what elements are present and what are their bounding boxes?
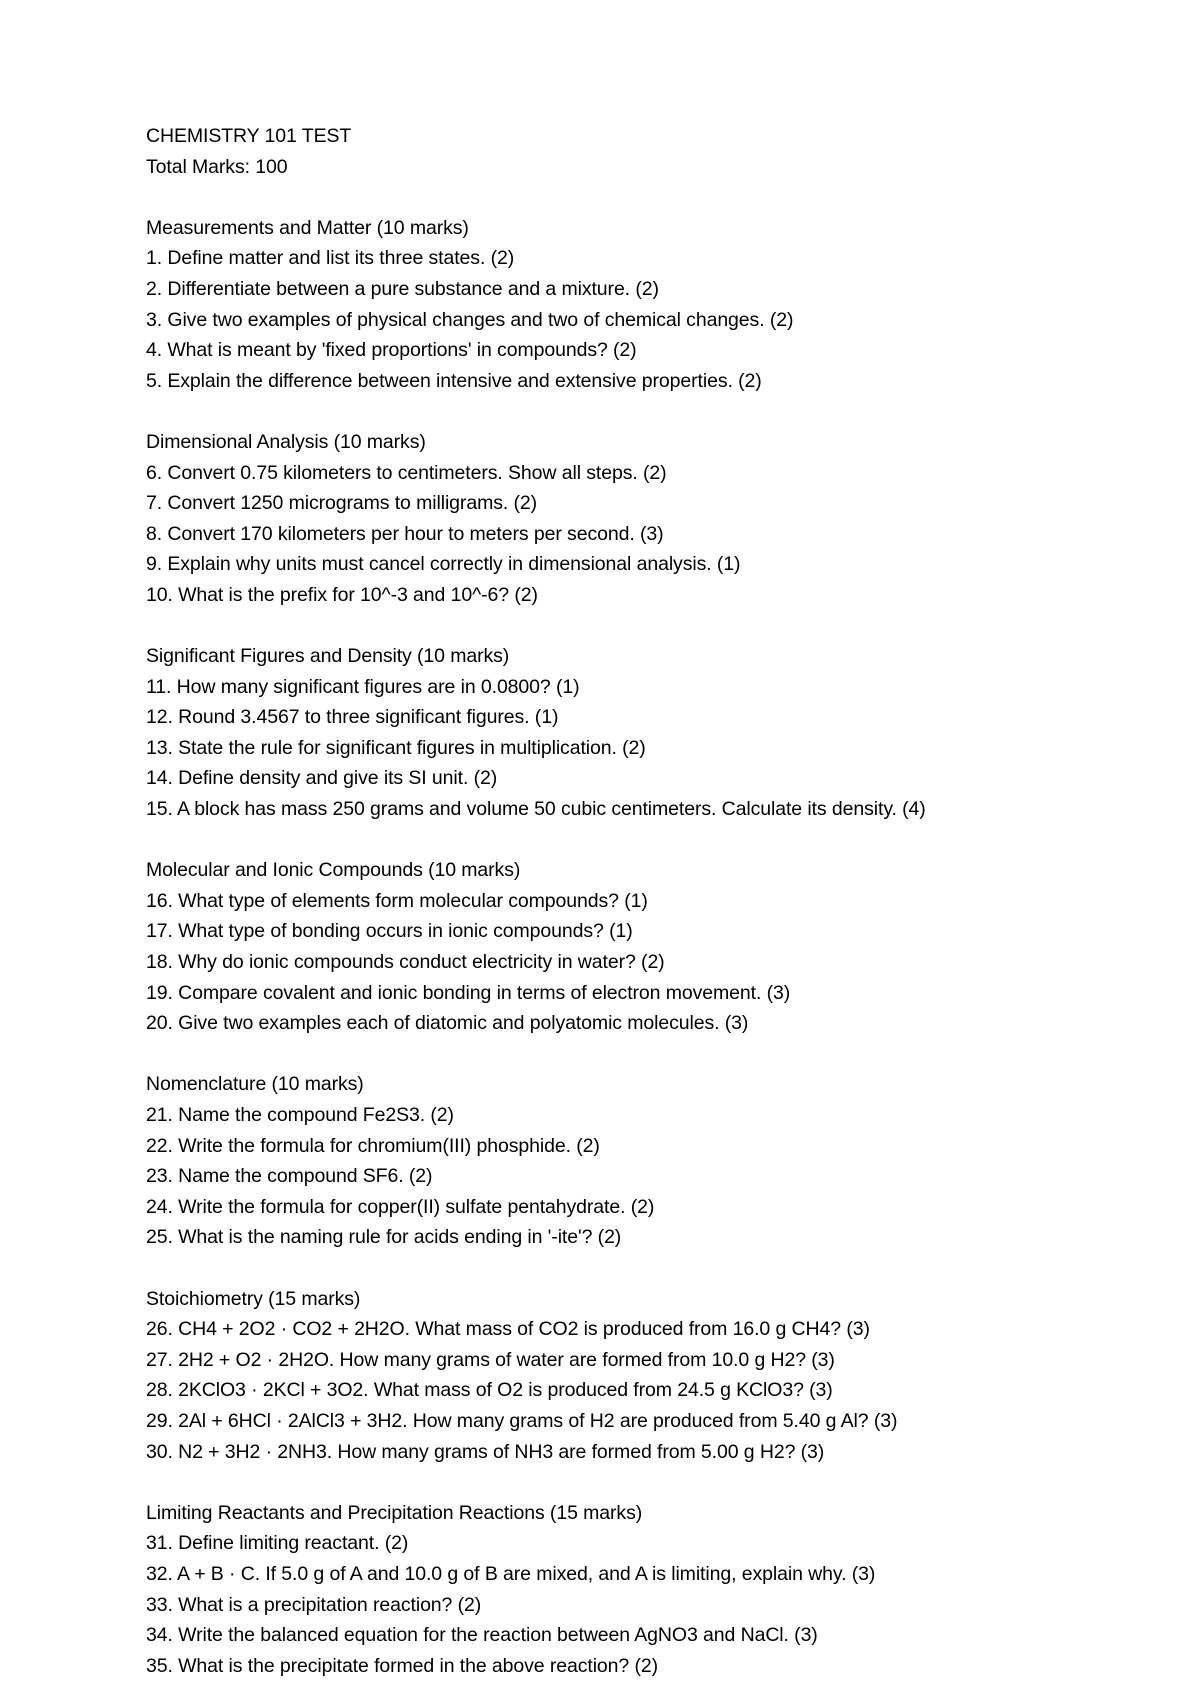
section-heading: Measurements and Matter (10 marks)	[146, 216, 469, 239]
question-line: 21. Name the compound Fe2S3. (2)	[146, 1104, 454, 1126]
question-line: 3. Give two examples of physical changes and two of chemical changes. (2)	[146, 308, 794, 331]
question-line: 30. N2 + 3H2 · 2NH3. How many grams of NH3 are formed from 5.00 g H2? (3)	[146, 1440, 825, 1463]
question-line: 16. What type of elements form molecular compounds? (1)	[146, 889, 648, 912]
spacer	[146, 1039, 1146, 1070]
document-title: CHEMISTRY 101 TEST	[146, 125, 352, 147]
spacer	[146, 825, 1146, 856]
question-line: 32. A + B · C. If 5.0 g of A and 10.0 g of B are mixed, and A is limiting, explain why. (3)	[146, 1562, 876, 1585]
section-heading: Dimensional Analysis (10 marks)	[146, 430, 426, 453]
question-line: 6. Convert 0.75 kilometers to centimeters. Show all steps. (2)	[146, 461, 667, 484]
question-line: 29. 2Al + 6HCl · 2AlCl3 + 3H2. How many grams of H2 are produced from 5.40 g Al? (3)	[146, 1409, 898, 1432]
total-marks: Total Marks: 100	[146, 155, 288, 178]
section-heading: Molecular and Ionic Compounds (10 marks)	[146, 859, 521, 882]
question-line: 23. Name the compound SF6. (2)	[146, 1165, 433, 1188]
question-line: 24. Write the formula for copper(II) sulfate pentahydrate. (2)	[146, 1195, 655, 1218]
question-line: 12. Round 3.4567 to three significant figures. (1)	[146, 706, 559, 729]
question-line: 28. 2KClO3 · 2KCl + 3O2. What mass of O2 is produced from 24.5 g KClO3? (3)	[146, 1379, 833, 1402]
question-line: 35. What is the precipitate formed in the above reaction? (2)	[146, 1654, 659, 1677]
question-line: 10. What is the prefix for 10^-3 and 10^-6? (2)	[146, 583, 538, 606]
question-line: 27. 2H2 + O2 · 2H2O. How many grams of water are formed from 10.0 g H2? (3)	[146, 1348, 835, 1371]
test-document	[146, 121, 1146, 1681]
question-line: 8. Convert 170 kilometers per hour to meters per second. (3)	[146, 522, 664, 545]
spacer	[146, 396, 1146, 427]
section-heading: Nomenclature (10 marks)	[146, 1073, 364, 1096]
question-line: 7. Convert 1250 micrograms to milligrams. (2)	[146, 492, 538, 515]
spacer	[146, 1467, 1146, 1498]
question-line: 4. What is meant by 'fixed proportions' in compounds? (2)	[146, 339, 637, 362]
question-line: 22. Write the formula for chromium(III) phosphide. (2)	[146, 1134, 600, 1157]
spacer	[146, 182, 1146, 213]
question-line: 9. Explain why units must cancel correctly in dimensional analysis. (1)	[146, 553, 741, 576]
spacer	[146, 1253, 1146, 1284]
question-line: 20. Give two examples each of diatomic and polyatomic molecules. (3)	[146, 1012, 749, 1035]
question-line: 1. Define matter and list its three states. (2)	[146, 247, 515, 270]
question-line: 33. What is a precipitation reaction? (2)	[146, 1593, 482, 1616]
question-line: 34. Write the balanced equation for the reaction between AgNO3 and NaCl. (3)	[146, 1624, 818, 1647]
question-line: 14. Define density and give its SI unit. (2)	[146, 767, 498, 790]
question-line: 13. State the rule for significant figures in multiplication. (2)	[146, 736, 646, 759]
section-heading: Stoichiometry (15 marks)	[146, 1287, 361, 1310]
section-heading: Significant Figures and Density (10 marks)	[146, 645, 510, 668]
question-line: 25. What is the naming rule for acids ending in '-ite'? (2)	[146, 1226, 622, 1249]
section-heading: Limiting Reactants and Precipitation Reactions (15 marks)	[146, 1501, 643, 1524]
question-line: 15. A block has mass 250 grams and volume 50 cubic centimeters. Calculate its density. (4)	[146, 798, 926, 821]
question-line: 11. How many significant figures are in 0.0800? (1)	[146, 675, 580, 698]
question-line: 17. What type of bonding occurs in ionic compounds? (1)	[146, 920, 633, 943]
question-line: 5. Explain the difference between intensive and extensive properties. (2)	[146, 369, 762, 392]
question-line: 18. Why do ionic compounds conduct electricity in water? (2)	[146, 951, 665, 974]
question-line: 19. Compare covalent and ionic bonding in terms of electron movement. (3)	[146, 981, 791, 1004]
question-line: 2. Differentiate between a pure substance and a mixture. (2)	[146, 277, 659, 300]
question-line: 26. CH4 + 2O2 · CO2 + 2H2O. What mass of CO2 is produced from 16.0 g CH4? (3)	[146, 1318, 870, 1341]
spacer	[146, 611, 1146, 642]
question-line: 31. Define limiting reactant. (2)	[146, 1532, 409, 1555]
